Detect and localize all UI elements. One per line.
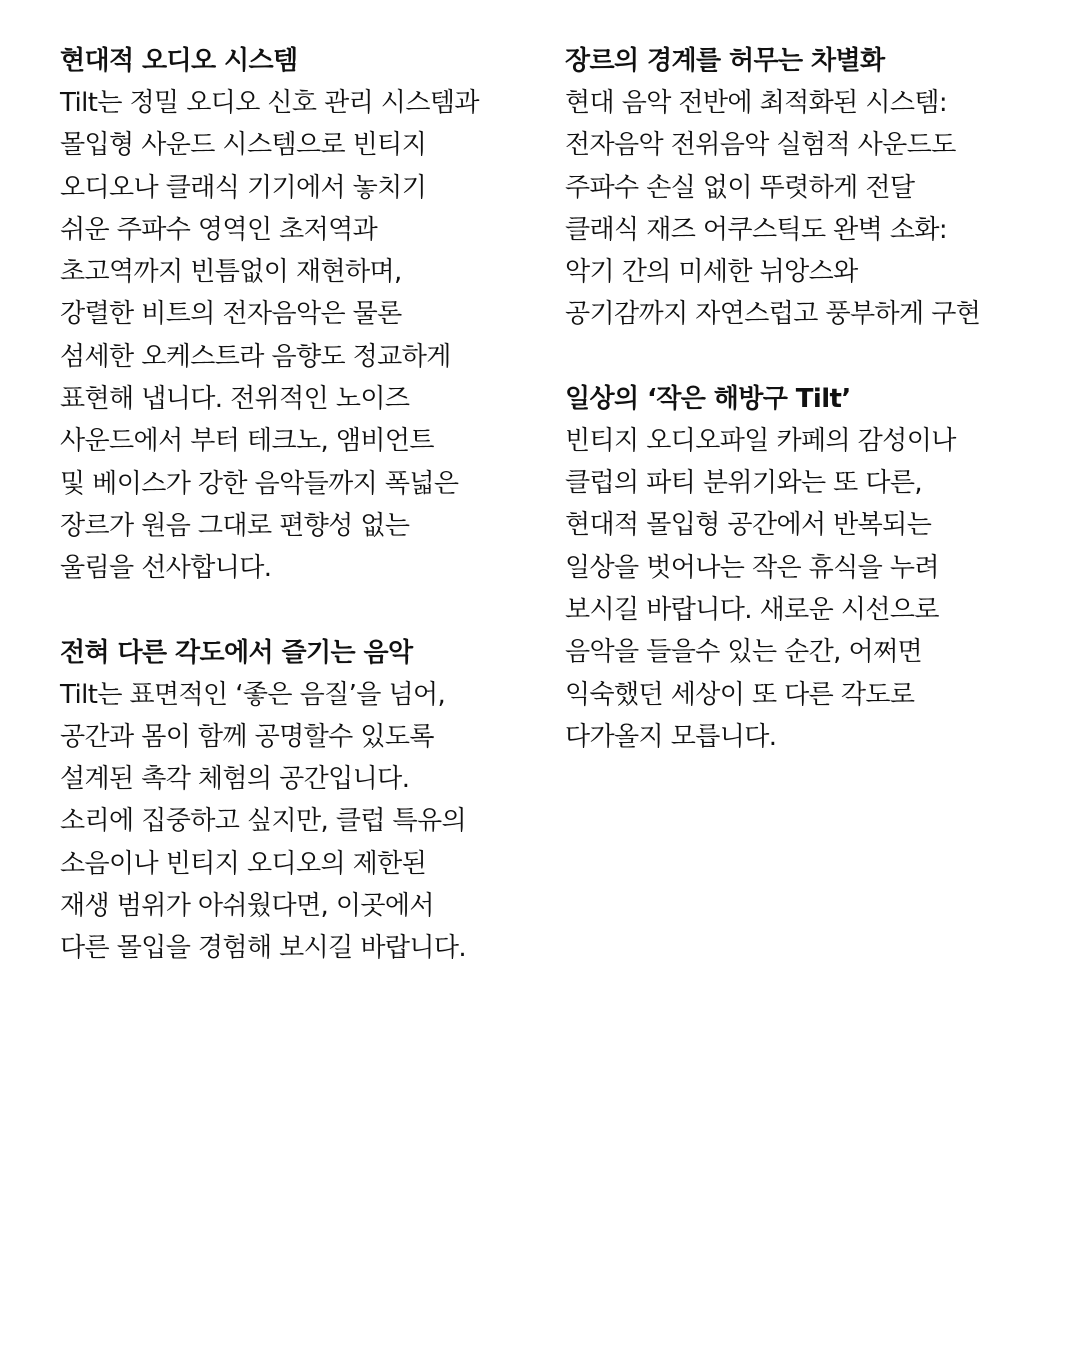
- body-line: 클래식 재즈 어쿠스틱도 완벽 소화:: [565, 214, 948, 245]
- body-line: 초고역까지 빈틈없이 재현하며,: [60, 257, 402, 288]
- body-line: 현대적 몰입형 공간에서 반복되는: [565, 510, 932, 541]
- body-line: 설계된 촉각 체험의 공간입니다.: [60, 764, 410, 795]
- body-line: 쉬운 주파수 영역인 초저역과: [60, 214, 378, 245]
- body-line: 익숙했던 세상이 또 다른 각도로: [565, 679, 915, 710]
- body-line: 전자음악 전위음악 실험적 사운드도: [565, 130, 956, 161]
- body-line: 소리에 집중하고 싶지만, 클럽 특유의: [60, 806, 467, 837]
- body-line: Tilt는 표면적인 ‘좋은 음질’을 넘어,: [60, 679, 446, 710]
- section-daily-escape: [565, 378, 1045, 758]
- body-line: 현대 음악 전반에 최적화된 시스템:: [565, 88, 948, 118]
- body-line: Tilt는 정밀 오디오 신호 관리 시스템과: [60, 88, 479, 118]
- body-line: 및 베이스가 강한 음악들까지 폭넓은: [60, 468, 459, 499]
- body-line: 주파수 손실 없이 뚜렷하게 전달: [565, 172, 915, 203]
- body-line: 악기 간의 미세한 뉘앙스와: [565, 257, 858, 288]
- body-line: 몰입형 사운드 시스템으로 빈티지: [60, 130, 427, 161]
- body-line: 일상을 벗어나는 작은 휴식을 누려: [565, 552, 939, 583]
- body-line: 다른 몰입을 경험해 보시길 바랍니다.: [60, 933, 467, 964]
- section-heading: 장르의 경계를 허무는 차별화: [565, 46, 885, 76]
- section-heading: 일상의 ‘작은 해방구 Tilt’: [565, 383, 851, 414]
- section-heading: 현대적 오디오 시스템: [60, 46, 298, 76]
- body-line: 공간과 몸이 함께 공명할수 있도록: [60, 721, 434, 752]
- body-line: 빈티지 오디오파일 카페의 감성이나: [565, 425, 956, 456]
- body-line: 재생 범위가 아쉬웠다면, 이곳에서: [60, 891, 434, 922]
- section-heading: 전혀 다른 각도에서 즐기는 음악: [60, 637, 413, 668]
- body-line: 섬세한 오케스트라 음향도 정교하게: [60, 341, 451, 372]
- section-genre-boundary: [565, 40, 1045, 336]
- section-different-angle: [60, 632, 530, 970]
- body-line: 클럽의 파티 분위기와는 또 다른,: [565, 468, 923, 499]
- body-line: 울림을 선사합니다.: [60, 553, 272, 584]
- body-line: 장르가 원음 그대로 편향성 없는: [60, 510, 410, 541]
- body-line: 강렬한 비트의 전자음악은 물론: [60, 299, 402, 330]
- body-line: 공기감까지 자연스럽고 풍부하게 구현: [565, 299, 981, 330]
- body-line: 보시길 바랍니다. 새로운 시선으로: [565, 594, 939, 625]
- body-line: 소음이나 빈티지 오디오의 제한된: [60, 848, 427, 879]
- right-column: [565, 40, 1045, 800]
- body-line: 다가올지 모릅니다.: [565, 721, 777, 752]
- body-line: 오디오나 클래식 기기에서 놓치기: [60, 172, 427, 203]
- section-modern-audio-system: [60, 40, 530, 590]
- body-line: 사운드에서 부터 테크노, 앰비언트: [60, 426, 434, 457]
- left-column: [60, 40, 530, 1012]
- body-line: 표현해 냅니다. 전위적인 노이즈: [60, 384, 410, 415]
- body-line: 음악을 들을수 있는 순간, 어쩌면: [565, 637, 923, 668]
